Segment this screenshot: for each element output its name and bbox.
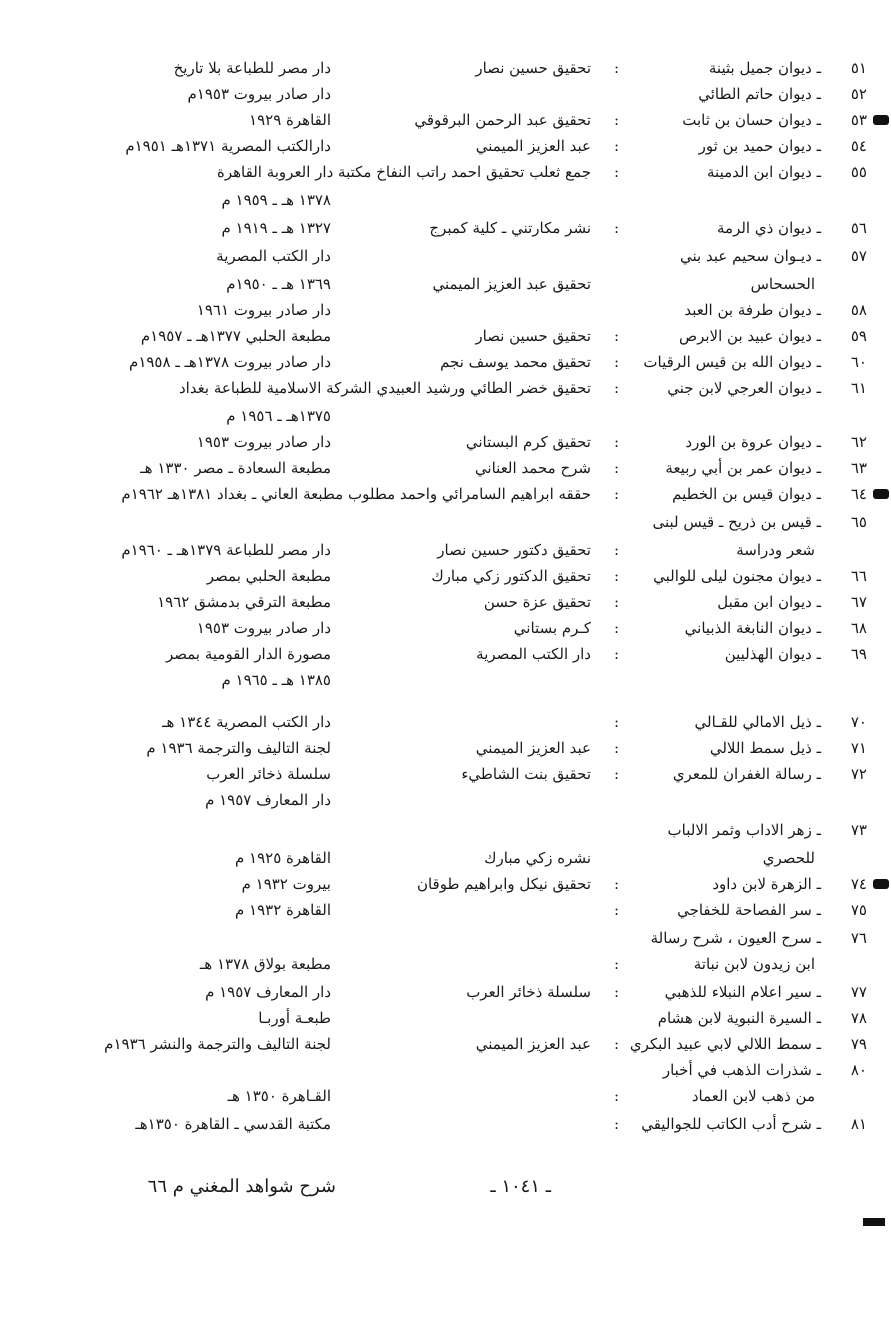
entry-line bbox=[0, 898, 891, 922]
entry-publication: ١٣٧٨ هـ ـ ١٩٥٩ م bbox=[221, 191, 331, 209]
margin-ink-mark bbox=[873, 879, 889, 889]
entry-title: ـ السيرة النبوية لابن هشام bbox=[657, 1009, 821, 1027]
entry-line bbox=[0, 818, 891, 842]
entry-title: ـ شذرات الذهب في أخبار bbox=[662, 1061, 821, 1079]
margin-ink-mark bbox=[873, 489, 889, 499]
entry-title: من ذهب لابن العماد bbox=[691, 1087, 815, 1105]
entry-editor: تحقيق عزة حسن bbox=[483, 593, 591, 611]
entry-publication: القاهرة ١٩٢٥ م bbox=[234, 849, 331, 867]
entry-publication: دار صادر بيروت ١٣٧٨هـ ـ ١٩٥٨م bbox=[129, 353, 331, 371]
entry-publication: دار صادر بيروت ١٩٦١ bbox=[196, 301, 331, 319]
entry-publication: دار مصر للطباعة ١٣٧٩هـ ـ ١٩٦٠م bbox=[121, 541, 331, 559]
entry-publication: ١٣٨٥ هـ ـ ١٩٦٥ م bbox=[221, 671, 331, 689]
entry-publication: القاهرة ١٩٢٩ bbox=[249, 111, 331, 129]
entry-line bbox=[0, 134, 891, 158]
entry-title: للحصري bbox=[762, 849, 815, 867]
entry-editor: عبد العزيز الميمني bbox=[475, 1035, 591, 1053]
entry-title: ـ قيس بن ذريح ـ قيس لبنى bbox=[652, 513, 821, 531]
entry-number: ٥٦ bbox=[850, 219, 867, 237]
entry-title: ـ رسالة الغفران للمعري bbox=[672, 765, 821, 783]
entry-line bbox=[0, 590, 891, 614]
entry-line bbox=[0, 82, 891, 106]
entry-colon: : bbox=[613, 433, 619, 451]
entry-line bbox=[0, 668, 891, 692]
entry-editor: عبد العزيز الميمني bbox=[475, 739, 591, 757]
entry-title: ـ الزهرة لابن داود bbox=[712, 875, 821, 893]
entry-editor: نشر مكارتني ـ كلية كمبرج bbox=[429, 219, 591, 237]
entry-colon: : bbox=[613, 567, 619, 585]
entry-publication: دار المعارف ١٩٥٧ م bbox=[205, 983, 331, 1001]
entry-number: ٧٦ bbox=[850, 929, 867, 947]
entry-line bbox=[0, 404, 891, 428]
entry-title: ـ ديوان حسان بن ثابت bbox=[682, 111, 821, 129]
entry-editor: تحقيق حسين نصار bbox=[475, 327, 591, 345]
entry-colon: : bbox=[613, 541, 619, 559]
entry-title: ـ ديوان حميد بن ثور bbox=[698, 137, 821, 155]
entry-publication: القاهرة ١٩٣٢ م bbox=[234, 901, 331, 919]
entry-line bbox=[0, 216, 891, 240]
entry-colon: : bbox=[613, 59, 619, 77]
entry-number: ٧٥ bbox=[850, 901, 867, 919]
entry-number: ٥٣ bbox=[850, 111, 867, 129]
entry-publication: دار المعارف ١٩٥٧ م bbox=[205, 791, 331, 809]
entry-title: ـ ديوان طرفة بن العبد bbox=[684, 301, 821, 319]
entry-editor: تحقيق نيكل وابراهيم طوقان bbox=[416, 875, 591, 893]
entry-title: ـ سير اعلام النبلاء للذهبي bbox=[664, 983, 821, 1001]
entry-number: ٥٢ bbox=[850, 85, 867, 103]
entry-number: ٨١ bbox=[850, 1115, 867, 1133]
entry-editor: عبد العزيز الميمني bbox=[475, 137, 591, 155]
entry-title: شعر ودراسة bbox=[736, 541, 815, 559]
entry-colon: : bbox=[613, 485, 619, 503]
entry-number: ٦٢ bbox=[850, 433, 867, 451]
entry-colon: : bbox=[613, 713, 619, 731]
entry-title: ـ زهر الاداب وثمر الالباب bbox=[667, 821, 821, 839]
entry-line bbox=[0, 482, 891, 506]
entry-publication: دار صادر بيروت ١٩٥٣ bbox=[196, 619, 331, 637]
entry-colon: : bbox=[613, 137, 619, 155]
entry-title: ـ ديوان عبيد بن الابرص bbox=[678, 327, 821, 345]
entry-editor: تحقيق دكتور حسين نصار bbox=[437, 541, 591, 559]
entry-line bbox=[0, 538, 891, 562]
entry-number: ٥١ bbox=[850, 59, 867, 77]
entry-line bbox=[0, 1058, 891, 1082]
entry-line bbox=[0, 108, 891, 132]
entry-line bbox=[0, 952, 891, 976]
entry-publication: لجنة التاليف والترجمة ١٩٣٦ م bbox=[146, 739, 331, 757]
entry-editor: تحقيق محمد يوسف نجم bbox=[440, 353, 591, 371]
entry-title: ـ ديوان ذي الرمة bbox=[717, 219, 821, 237]
entry-number: ٧٢ bbox=[850, 765, 867, 783]
entry-number: ٥٩ bbox=[850, 327, 867, 345]
entry-colon: : bbox=[613, 163, 619, 181]
entry-title: ـ ديوان العرجي لابن جني bbox=[667, 379, 821, 397]
entry-title: ـ ديوان الله بن قيس الرقيات bbox=[643, 353, 821, 371]
entry-editor: شرح محمد العناني bbox=[474, 459, 591, 477]
entry-title: ـ ديوان عمر بن أبي ربيعة bbox=[665, 459, 821, 477]
entry-colon: : bbox=[613, 327, 619, 345]
entry-publication: مطبعة السعادة ـ مصر ١٣٣٠ هـ bbox=[140, 459, 331, 477]
entry-publication: مطبعة الترقي بدمشق ١٩٦٢ bbox=[157, 593, 331, 611]
entry-publication: دار الكتب المصرية ١٣٤٤ هـ bbox=[162, 713, 331, 731]
entry-line bbox=[0, 980, 891, 1004]
entry-publication: دار الكتب المصرية bbox=[216, 247, 331, 265]
entry-line bbox=[0, 710, 891, 734]
entry-number: ٧٩ bbox=[850, 1035, 867, 1053]
entry-title: ـ ديوان قيس بن الخطيم bbox=[672, 485, 821, 503]
entry-line bbox=[0, 188, 891, 212]
entry-colon: : bbox=[613, 955, 619, 973]
entry-title: ـ ديوان ابن مقبل bbox=[717, 593, 821, 611]
entry-number: ٧٧ bbox=[850, 983, 867, 1001]
entry-line bbox=[0, 510, 891, 534]
entry-title: ـ ذيل الامالي للقـالي bbox=[694, 713, 821, 731]
entry-line bbox=[0, 298, 891, 322]
entry-title: ـ شرح أدب الكاتب للجواليقي bbox=[641, 1115, 821, 1133]
entry-editor: تحقيق خضر الطائي ورشيد العبيدي الشركة الاسلامية للطباعة بغداد bbox=[178, 379, 591, 397]
page-number: ـ ١٠٤١ ـ bbox=[490, 1176, 551, 1197]
entry-line bbox=[0, 350, 891, 374]
entry-editor: تحقيق بنت الشاطيء bbox=[461, 765, 591, 783]
entry-publication: مصورة الدار القومية بمصر bbox=[165, 645, 331, 663]
entry-number: ٦٦ bbox=[850, 567, 867, 585]
entry-colon: : bbox=[613, 983, 619, 1001]
entry-line bbox=[0, 736, 891, 760]
entry-number: ٦٣ bbox=[850, 459, 867, 477]
entry-editor: حققه ابراهيم السامرائي واحمد مطلوب مطبعة العاني ـ بغداد ١٣٨١هـ ١٩٦٢م bbox=[121, 485, 591, 503]
entry-number: ٥٤ bbox=[850, 137, 867, 155]
entry-colon: : bbox=[613, 1115, 619, 1133]
entry-number: ٦٩ bbox=[850, 645, 867, 663]
entry-line bbox=[0, 926, 891, 950]
entry-editor: جمع ثعلب تحقيق احمد راتب النفاخ مكتبة دار العروبة القاهرة bbox=[217, 163, 591, 181]
entry-colon: : bbox=[613, 353, 619, 371]
entry-publication: بيروت ١٩٣٢ م bbox=[241, 875, 331, 893]
entry-number: ٦٤ bbox=[850, 485, 867, 503]
entry-publication: طبعـة أوربـا bbox=[258, 1009, 331, 1027]
entry-line bbox=[0, 160, 891, 184]
entry-number: ٧١ bbox=[850, 739, 867, 757]
entry-number: ٦٥ bbox=[850, 513, 867, 531]
entry-line bbox=[0, 762, 891, 786]
entry-title: الحسحاس bbox=[750, 275, 815, 293]
entry-publication: ١٣٧٥هـ ـ ١٩٥٦ م bbox=[226, 407, 331, 425]
entry-title: ـ سمط اللالي لابي عبيد البكري bbox=[629, 1035, 821, 1053]
entry-publication: مطبعة الحلبي ١٣٧٧هـ ـ ١٩٥٧م bbox=[140, 327, 331, 345]
entry-colon: : bbox=[613, 875, 619, 893]
entry-colon: : bbox=[613, 739, 619, 757]
entry-number: ٥٥ bbox=[850, 163, 867, 181]
entry-number: ٧٣ bbox=[850, 821, 867, 839]
entry-line bbox=[0, 1006, 891, 1030]
entry-line bbox=[0, 1032, 891, 1056]
entry-publication: دار مصر للطباعة بلا تاريخ bbox=[173, 59, 331, 77]
entry-publication: مطبعة الحلبي بمصر bbox=[206, 567, 331, 585]
entry-editor: سلسلة ذخائر العرب bbox=[466, 983, 591, 1001]
entry-colon: : bbox=[613, 219, 619, 237]
entry-publication: دار صادر بيروت ١٩٥٣م bbox=[187, 85, 331, 103]
entry-title: ـ ديوان جميل بثينة bbox=[708, 59, 821, 77]
entry-publication: ١٣٢٧ هـ ـ ١٩١٩ م bbox=[221, 219, 331, 237]
entry-title: ـ سرح العيون ، شرح رسالة bbox=[650, 929, 821, 947]
entry-line bbox=[0, 642, 891, 666]
entry-line bbox=[0, 272, 891, 296]
entry-editor: تحقيق عبد الرحمن البرقوقي bbox=[414, 111, 591, 129]
entry-title: ابن زيدون لابن نباتة bbox=[693, 955, 815, 973]
entry-line bbox=[0, 1112, 891, 1136]
entry-line bbox=[0, 376, 891, 400]
entry-title: ـ سر الفصاحة للخفاجي bbox=[677, 901, 821, 919]
entry-line bbox=[0, 616, 891, 640]
entry-colon: : bbox=[613, 901, 619, 919]
entry-title: ـ ديوان عروة بن الورد bbox=[685, 433, 821, 451]
page-footer bbox=[0, 1176, 891, 1206]
entry-number: ٧٠ bbox=[850, 713, 867, 731]
entry-line bbox=[0, 430, 891, 454]
margin-ink-mark bbox=[873, 115, 889, 125]
entry-colon: : bbox=[613, 593, 619, 611]
entry-number: ٨٠ bbox=[850, 1061, 867, 1079]
entry-line bbox=[0, 872, 891, 896]
entry-number: ٥٧ bbox=[850, 247, 867, 265]
entry-colon: : bbox=[613, 1035, 619, 1053]
entry-title: ـ ديـوان سحيم عبد بني bbox=[680, 247, 821, 265]
entry-publication: دار صادر بيروت ١٩٥٣ bbox=[196, 433, 331, 451]
entry-number: ٦٧ bbox=[850, 593, 867, 611]
entry-title: ـ ديوان الهذليين bbox=[724, 645, 821, 663]
entry-line bbox=[0, 1084, 891, 1108]
entry-line bbox=[0, 788, 891, 812]
entry-number: ٦٠ bbox=[850, 353, 867, 371]
entry-colon: : bbox=[613, 1087, 619, 1105]
entry-line bbox=[0, 324, 891, 348]
entry-number: ٦٨ bbox=[850, 619, 867, 637]
entry-number: ٧٤ bbox=[850, 875, 867, 893]
entry-publication: سلسلة ذخائر العرب bbox=[206, 765, 331, 783]
entry-title: ـ ديوان مجنون ليلى للوالبي bbox=[653, 567, 821, 585]
entry-editor: دار الكتب المصرية bbox=[476, 645, 591, 663]
entry-colon: : bbox=[613, 111, 619, 129]
entry-publication: دارالكتب المصرية ١٣٧١هـ ١٩٥١م bbox=[125, 137, 331, 155]
entry-editor: تحقيق حسين نصار bbox=[475, 59, 591, 77]
corner-ink-mark bbox=[863, 1218, 885, 1226]
entry-colon: : bbox=[613, 645, 619, 663]
entry-colon: : bbox=[613, 379, 619, 397]
entry-line bbox=[0, 846, 891, 870]
entry-line bbox=[0, 564, 891, 588]
entry-colon: : bbox=[613, 619, 619, 637]
entry-publication: ١٣٦٩ هـ ـ ١٩٥٠م bbox=[226, 275, 331, 293]
entry-title: ـ ديوان النابغة الذبياني bbox=[684, 619, 821, 637]
entry-publication: القـاهرة ١٣٥٠ هـ bbox=[227, 1087, 331, 1105]
entry-editor: نشره زكي مبارك bbox=[484, 849, 591, 867]
entry-editor: كـرم بستاني bbox=[513, 619, 591, 637]
entry-publication: مكتبة القدسي ـ القاهرة ١٣٥٠هـ bbox=[135, 1115, 331, 1133]
entry-title: ـ ذيل سمط اللالي bbox=[709, 739, 821, 757]
entry-editor: تحقيق كرم البستاني bbox=[465, 433, 591, 451]
entry-title: ـ ديوان ابن الدمينة bbox=[707, 163, 821, 181]
entry-publication: لجنة التاليف والترجمة والنشر ١٩٣٦م bbox=[104, 1035, 331, 1053]
entry-colon: : bbox=[613, 459, 619, 477]
entry-line bbox=[0, 456, 891, 480]
entry-editor: تحقيق عبد العزيز الميمني bbox=[432, 275, 591, 293]
entry-number: ٥٨ bbox=[850, 301, 867, 319]
running-title: شرح شواهد المغني م ٦٦ bbox=[147, 1176, 336, 1197]
entry-line bbox=[0, 56, 891, 80]
entry-editor: تحقيق الدكتور زكي مبارك bbox=[431, 567, 591, 585]
entry-line bbox=[0, 244, 891, 268]
entry-number: ٧٨ bbox=[850, 1009, 867, 1027]
entry-colon: : bbox=[613, 765, 619, 783]
entry-number: ٦١ bbox=[850, 379, 867, 397]
entry-title: ـ ديوان حاتم الطائي bbox=[698, 85, 821, 103]
entry-publication: مطبعة بولاق ١٣٧٨ هـ bbox=[199, 955, 331, 973]
